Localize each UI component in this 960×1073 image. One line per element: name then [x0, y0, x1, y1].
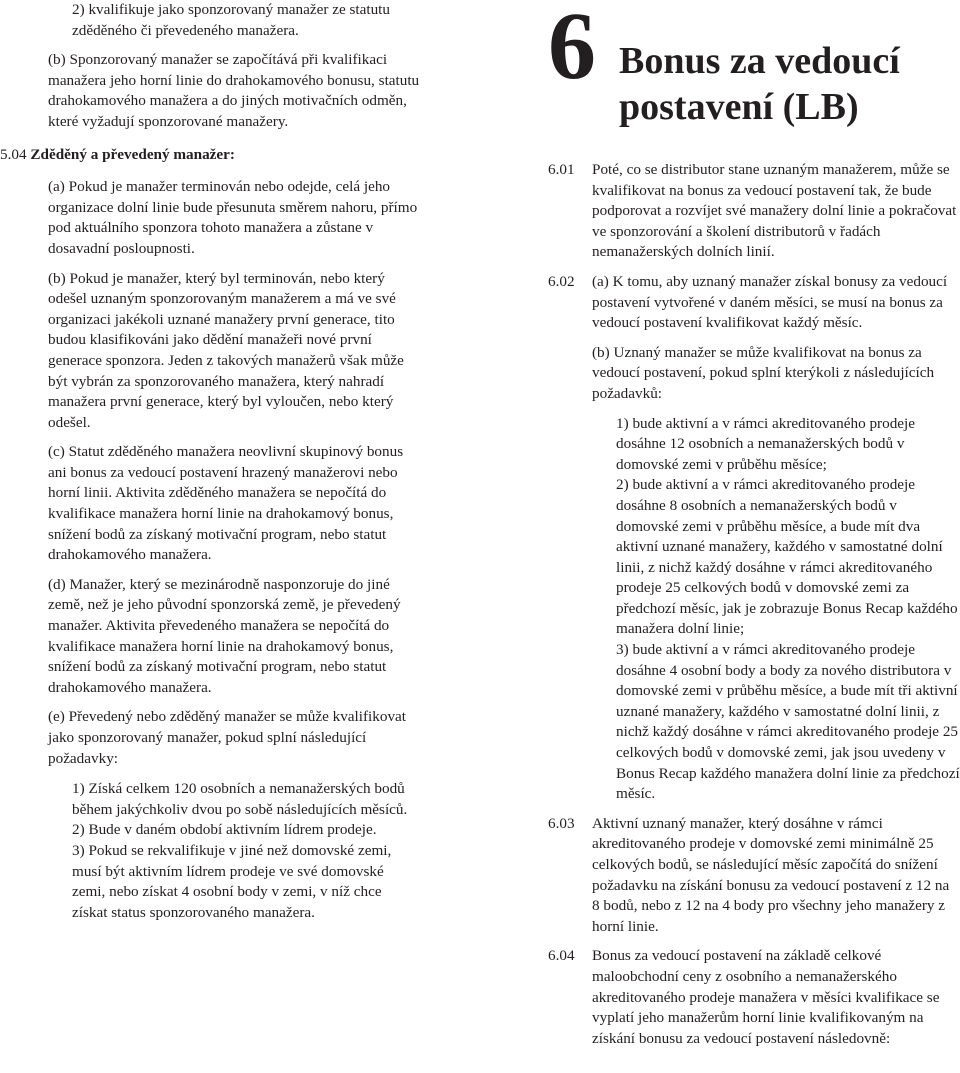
requirements-list: [48, 779, 420, 923]
paragraph-e: (e) Převedený nebo zděděný manažer se může kvalifikovat jako sponzorovaný manažer, pokud splní následující požadavky:: [48, 708, 407, 767]
chapter-heading: [548, 0, 960, 160]
section-heading-5-04: [0, 145, 420, 166]
item-6-03: [548, 814, 960, 938]
list-item: 2) Bude v daném období aktivním lídrem prodeje.: [72, 821, 377, 839]
item-text: Poté, co se distributor stane uznaným manažerem, může se kvalifikovat na bonus za vedoucí postavení tak, že bude podporovat a rozvíjet své manažery dolní linie a pokračovat ve sponzorování a školení distributorů v řadách nemanažerských dolních linií.: [592, 161, 957, 261]
chapter-title: Bonus za vedoucí postavení (LB): [619, 40, 900, 128]
paragraph-c: (c) Statut zděděného manažera neovlivní skupinový bonus ani bonus za vedoucí postavení hrazený manažerovi nebo horní linii. Aktivita zděděného manažera se nepočítá do kvalifikace manažera horní linie na drahokamový bonus, snížení bodů za získaný motivační program, nebo statut drahokamového manažera.: [48, 443, 404, 564]
item-number: 6.03: [548, 814, 575, 832]
paragraph-b: (b) Pokud je manažer, který byl terminován, nebo který odešel uznaným sponzorovaným manažerem a má ve své organizaci jakékoli uznané manažery první generace, tito budou klasifikováni jako dědění manažeři nové první generace sponzora. Jeden z takových manažerů však může být vybrán za sponzorovaného manažera, který nahradí manažera první generace, který byl vyloučen, nebo který odešel.: [48, 269, 404, 431]
right-column: [548, 0, 960, 1049]
left-column: [0, 0, 420, 923]
item-text-b: (b) Uznaný manažer se může kvalifikovat na bonus za vedoucí postavení, pokud splní kterýkoli z následujících požadavků:: [592, 343, 935, 402]
paragraph-d: (d) Manažer, který se mezinárodně nasponzoruje do jiné země, než je jeho původní sponzorská země, je převedený manažer. Aktivita převedeného manažera se nepočítá do kvalifikace manažera horní linie na drahokamový bonus, snížení bodů za získaný motivační program, nebo statut drahokamového manažera.: [48, 575, 401, 696]
paragraph-a: (a) Pokud je manažer terminován nebo odejde, celá jeho organizace dolní linie bude přesunuta směrem nahoru, přímo pod aktuálního sponzora tohoto manažera a zůstane v dosavadní posloupnosti.: [48, 178, 418, 257]
list-item: 3) bude aktivní a v rámci akreditovaného prodeje dosáhne 4 osobní body a body za nového distributora v domovské zemi v průběhu měsíce, a bude mít tři aktivní uznané manažery, každého v samostatné dolní linii, z nichž každý dosáhne v rámci akreditovaného prodeje 25 celkových bodů v domovské zemi, jak jsou uvedeny v Bonus Recap každého manažera dolní linie za předchozí měsíc.: [616, 641, 960, 803]
chapter-number: 6: [548, 0, 595, 99]
bonus-requirements-list: [592, 414, 960, 805]
continued-paragraph-b: (b) Sponzorovaný manažer se započítává při kvalifikaci manažera jeho horní linie do drahokamového bonusu, statutu drahokamového manažera a do jiných motivačních odměn, které vyžadují sponzorované manažery.: [48, 51, 420, 130]
item-number: 6.04: [548, 947, 575, 965]
item-number: 6.01: [548, 161, 575, 178]
list-item: 1) Získá celkem 120 osobních a nemanažerských bodů během jakýchkoliv dvou po sobě následujících měsíců.: [72, 780, 408, 818]
list-item: 2) bude aktivní a v rámci akreditovaného prodeje dosáhne 8 osobních a nemanažerských bodů v domovské zemi v průběhu měsíce, a bude mít dva aktivní uznané manažery, každého v samostatné dolní linii, z nichž každý dosáhne v rámci akreditovaného prodeje 25 celkových bodů v domovské zemi za předchozí měsíc, jak je zobrazuje Bonus Recap každého manažera dolní linie;: [616, 476, 958, 638]
item-6-01: [548, 160, 960, 263]
item-text: Aktivní uznaný manažer, který dosáhne v rámci akreditovaného prodeje v domovské zemi minimálně 25 celkových bodů, se následující měsíc započítá do snížení požadavku na získání bonusu za vedoucí postavení z 12 na 8 bodů, nebo z 12 na 4 body pro všechny jeho manažery z horní linie.: [592, 814, 950, 935]
list-item: 3) Pokud se rekvalifikuje v jiné než domovské zemi, musí být aktivním lídrem prodeje ve své domovské zemi, nebo získat 4 osobní body v zemi, v níž chce získat status sponzorovaného manažera.: [72, 841, 392, 921]
continued-list-item: 2) kvalifikuje jako sponzorovaný manažer ze statutu zděděného či převedeného manažera.: [72, 1, 390, 39]
section-title: Zděděný a převedený manažer:: [30, 145, 235, 163]
item-text-a: (a) K tomu, aby uznaný manažer získal bonusy za vedoucí postavení vytvořené v daném měsíci, se musí na bonus za vedoucí postavení kvalifikovat každý měsíc.: [592, 272, 948, 332]
section-number: 5.04: [0, 145, 27, 163]
item-number: 6.02: [548, 272, 575, 290]
item-text: Bonus za vedoucí postavení na základě celkové maloobchodní ceny z osobního a nemanažerského akreditovaného prodeje manažera v měsíci kvalifikace se vyplatí jeho manažerům horní linie kvalifikovaným na získání bonusu za vedoucí postavení následovně:: [592, 947, 940, 1047]
item-6-04: [548, 946, 960, 1049]
list-item: 1) bude aktivní a v rámci akreditovaného prodeje dosáhne 12 osobních a nemanažerských bodů v domovské zemi v průběhu měsíce;: [616, 414, 915, 473]
item-6-02: [548, 272, 960, 805]
